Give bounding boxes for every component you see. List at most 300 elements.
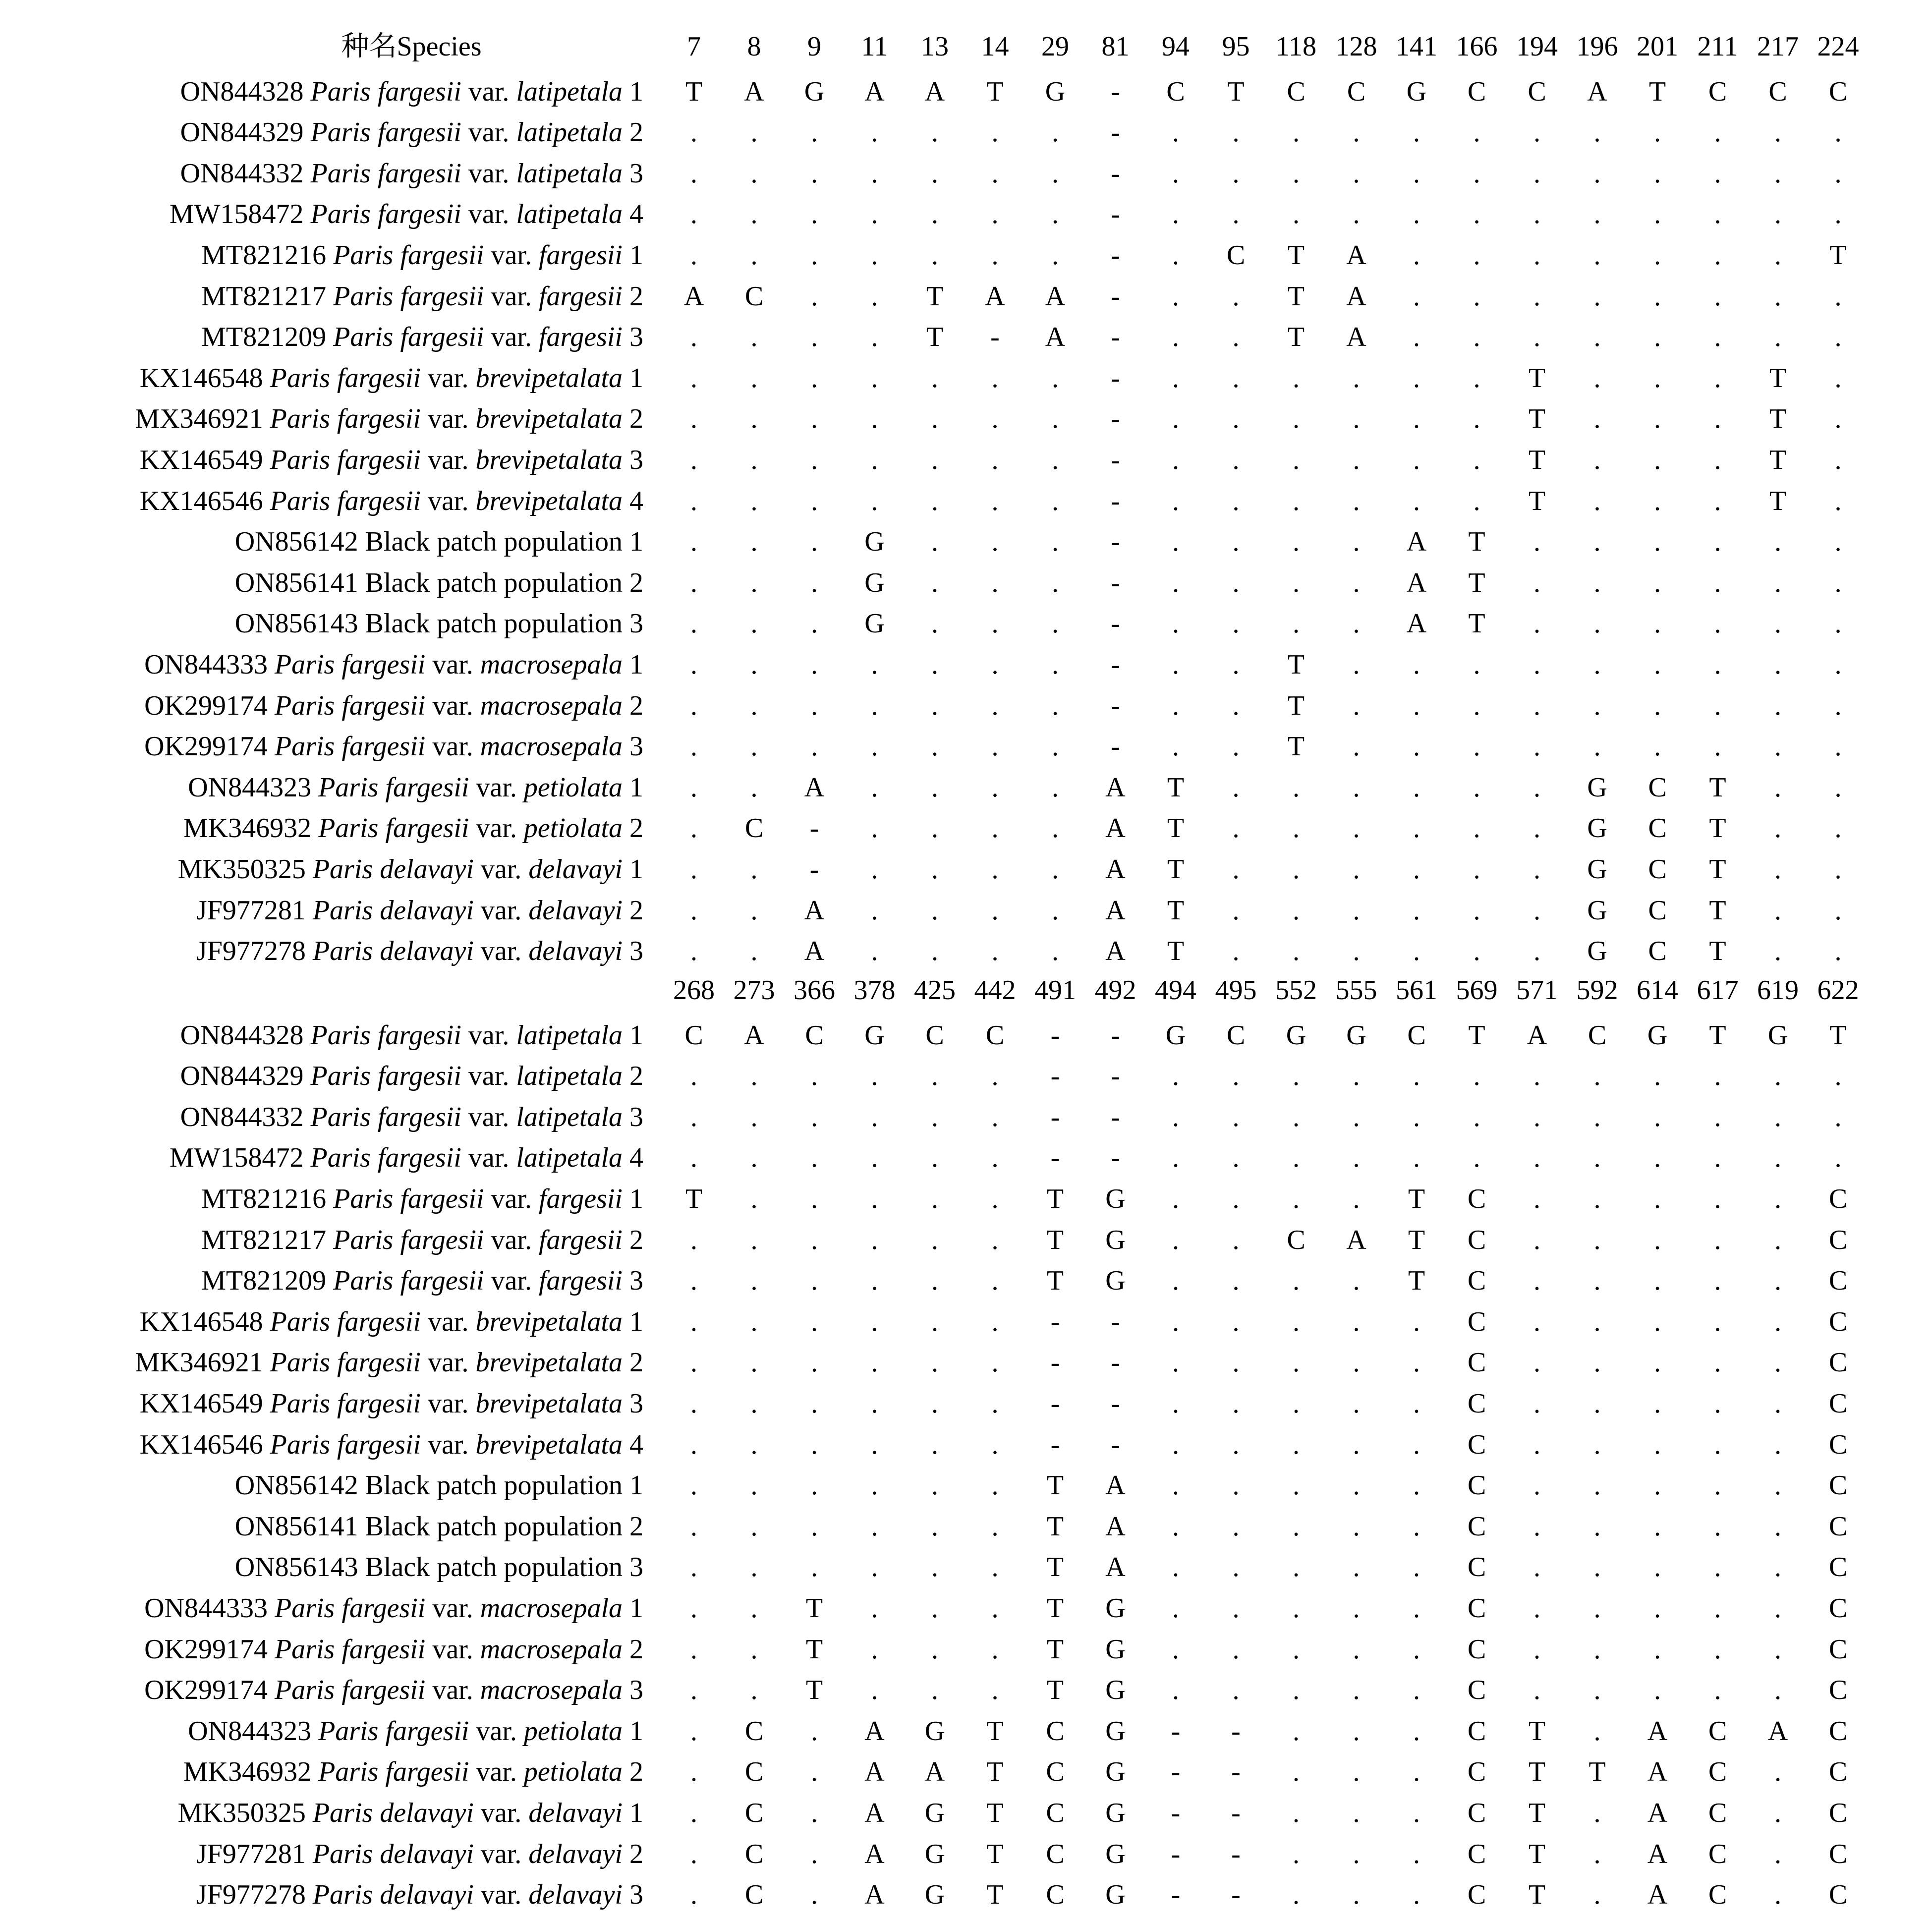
alignment-cell: .: [1232, 1306, 1240, 1337]
alignment-cell: .: [1293, 1347, 1300, 1378]
alignment-cell: .: [991, 1184, 999, 1214]
alignment-cell: .: [811, 608, 818, 639]
alignment-cell: G: [1105, 1879, 1126, 1911]
alignment-cell: .: [871, 403, 878, 435]
alignment-cell: T: [1528, 1838, 1546, 1869]
alignment-cell: .: [1593, 1224, 1601, 1255]
alignment-cell: -: [809, 854, 819, 885]
sequence-label: [201, 1185, 643, 1213]
sequence-label: [144, 1676, 643, 1704]
alignment-cell: G: [1105, 1838, 1126, 1869]
alignment-cell: .: [1052, 772, 1059, 803]
alignment-cell: .: [1353, 1593, 1360, 1624]
alignment-cell: C: [1467, 1306, 1486, 1337]
label-part: ON856141: [234, 567, 358, 598]
alignment-cell: T: [1648, 76, 1666, 107]
alignment-cell: .: [1714, 403, 1721, 435]
alignment-cell: -: [1111, 76, 1120, 107]
alignment-cell: .: [811, 1184, 818, 1214]
alignment-cell: .: [931, 772, 938, 803]
label-part: fargesii: [385, 1715, 469, 1747]
alignment-cell: .: [1172, 158, 1179, 189]
alignment-cell: .: [1353, 1061, 1360, 1092]
alignment-cell: .: [1293, 1265, 1300, 1297]
alignment-cell: .: [690, 1798, 697, 1828]
alignment-cell: .: [931, 526, 938, 558]
alignment-cell: .: [1834, 567, 1842, 598]
alignment-cell: .: [1654, 1511, 1661, 1542]
alignment-cell: .: [1353, 1879, 1360, 1911]
sequence-label: [178, 1799, 643, 1827]
alignment-cell: .: [871, 1306, 878, 1337]
alignment-cell: -: [1111, 1388, 1120, 1419]
alignment-cell: .: [1293, 117, 1300, 148]
alignment-cell: .: [690, 1675, 697, 1706]
alignment-cell: .: [1654, 1142, 1661, 1174]
label-part: 1: [629, 1019, 643, 1051]
alignment-cell: T: [1769, 403, 1787, 435]
label-part: macrosepala: [480, 649, 623, 680]
alignment-cell: -: [1171, 1715, 1181, 1747]
alignment-cell: .: [811, 1347, 818, 1378]
alignment-cell: .: [1232, 1101, 1240, 1132]
alignment-cell: .: [871, 1634, 878, 1665]
alignment-cell: .: [1534, 281, 1540, 312]
alignment-cell: .: [1413, 1756, 1420, 1788]
alignment-cell: A: [804, 772, 825, 803]
alignment-cell: .: [931, 199, 938, 230]
alignment-cell: .: [811, 1470, 818, 1501]
alignment-cell: .: [1593, 567, 1601, 598]
alignment-cell: .: [1232, 813, 1240, 844]
label-part: var.: [491, 1265, 532, 1297]
alignment-cell: .: [1593, 199, 1601, 230]
label-part: var.: [468, 1019, 510, 1051]
alignment-cell: T: [1709, 854, 1726, 885]
alignment-cell: .: [1534, 854, 1540, 885]
label-part: Paris: [312, 1879, 373, 1911]
alignment-cell: .: [1413, 1879, 1420, 1911]
label-part: 1: [629, 854, 643, 885]
alignment-cell: .: [1534, 567, 1540, 598]
sequence-label: [235, 610, 643, 637]
label-part: ON844329: [180, 1061, 304, 1092]
alignment-cell: T: [1709, 813, 1726, 844]
alignment-cell: T: [1769, 362, 1787, 394]
label-part: Black patch population: [365, 1470, 623, 1501]
alignment-cell: .: [1473, 117, 1480, 148]
label-part: Paris: [310, 1061, 371, 1092]
alignment-cell: .: [1714, 1593, 1721, 1624]
alignment-cell: .: [991, 936, 999, 967]
alignment-cell: .: [1172, 281, 1179, 312]
alignment-cell: .: [1834, 1101, 1842, 1132]
alignment-cell: .: [871, 813, 878, 844]
alignment-cell: C: [1828, 1593, 1848, 1624]
label-part: var.: [432, 690, 473, 721]
alignment-cell: .: [1593, 1347, 1601, 1378]
alignment-cell: C: [1708, 1838, 1727, 1869]
sequence-label: [201, 1267, 643, 1295]
alignment-cell: .: [991, 854, 999, 885]
label-part: delavayi: [528, 854, 623, 885]
label-part: 2: [629, 567, 643, 598]
alignment-cell: T: [1709, 1019, 1726, 1051]
label-part: KX146546: [139, 1429, 263, 1460]
alignment-cell: .: [871, 854, 878, 885]
alignment-cell: .: [750, 1265, 758, 1297]
alignment-cell: .: [1052, 608, 1059, 639]
alignment-cell: .: [871, 362, 878, 394]
alignment-cell: .: [1293, 1675, 1300, 1706]
alignment-cell: -: [1050, 1019, 1060, 1051]
alignment-cell: C: [1046, 1798, 1065, 1828]
alignment-cell: T: [1709, 772, 1726, 803]
position-number: 268: [673, 975, 715, 1006]
label-part: Paris: [333, 1224, 394, 1255]
alignment-cell: .: [931, 1184, 938, 1214]
alignment-cell: T: [685, 76, 703, 107]
alignment-cell: A: [864, 1798, 885, 1828]
label-part: var.: [432, 731, 473, 762]
position-number: 622: [1817, 975, 1859, 1006]
alignment-cell: .: [1232, 1511, 1240, 1542]
label-part: delavayi: [380, 895, 474, 926]
alignment-cell: C: [1648, 936, 1667, 967]
alignment-cell: G: [924, 1798, 945, 1828]
alignment-cell: .: [750, 1634, 758, 1665]
label-part: KX146546: [139, 485, 263, 516]
alignment-cell: .: [1654, 403, 1661, 435]
label-part: fargesii: [377, 1142, 461, 1174]
alignment-cell: .: [1232, 936, 1240, 967]
sequence-label: [178, 855, 643, 883]
label-part: Paris: [270, 1388, 331, 1419]
alignment-cell: .: [1714, 1388, 1721, 1419]
alignment-cell: .: [871, 1061, 878, 1092]
label-part: Paris: [310, 1101, 371, 1132]
alignment-cell: A: [924, 76, 945, 107]
alignment-cell: .: [931, 1101, 938, 1132]
label-part: brevipetalata: [475, 403, 623, 435]
alignment-cell: .: [1232, 403, 1240, 435]
alignment-cell: .: [1413, 1388, 1420, 1419]
alignment-cell: .: [1714, 445, 1721, 475]
position-number: 491: [1034, 975, 1076, 1006]
label-part: fargesii: [341, 1634, 426, 1665]
alignment-cell: .: [1774, 1388, 1781, 1419]
label-part: OK299174: [144, 1675, 268, 1706]
alignment-cell: .: [1473, 1142, 1480, 1174]
alignment-cell: .: [1353, 1101, 1360, 1132]
alignment-cell: .: [1714, 649, 1721, 680]
alignment-cell: T: [1829, 240, 1847, 271]
alignment-cell: .: [1534, 1347, 1540, 1378]
alignment-cell: .: [1714, 526, 1721, 558]
alignment-cell: .: [811, 1224, 818, 1255]
alignment-cell: .: [1473, 1061, 1480, 1092]
alignment-cell: C: [1046, 1838, 1065, 1869]
alignment-cell: .: [1232, 608, 1240, 639]
position-number: 614: [1637, 975, 1678, 1006]
label-part: 4: [629, 199, 643, 230]
label-part: var.: [428, 1429, 469, 1460]
alignment-cell: .: [991, 1429, 999, 1460]
alignment-cell: .: [1293, 772, 1300, 803]
alignment-cell: .: [1353, 936, 1360, 967]
alignment-cell: .: [871, 936, 878, 967]
alignment-cell: C: [1467, 1798, 1486, 1828]
alignment-cell: .: [1473, 813, 1480, 844]
alignment-cell: T: [805, 1593, 823, 1624]
alignment-cell: .: [1714, 322, 1721, 353]
position-number: 617: [1697, 975, 1739, 1006]
alignment-cell: .: [690, 1470, 697, 1501]
sequence-label: [235, 1471, 643, 1499]
label-part: 2: [629, 690, 643, 721]
alignment-cell: .: [1052, 485, 1059, 516]
label-part: brevipetalata: [475, 445, 623, 475]
alignment-cell: G: [1587, 813, 1607, 844]
alignment-cell: C: [925, 1019, 944, 1051]
alignment-cell: .: [1293, 158, 1300, 189]
alignment-cell: .: [750, 854, 758, 885]
alignment-cell: .: [1353, 1675, 1360, 1706]
alignment-cell: -: [1171, 1756, 1181, 1788]
alignment-cell: .: [1774, 240, 1781, 271]
alignment-cell: .: [1353, 772, 1360, 803]
alignment-cell: -: [1231, 1879, 1241, 1911]
alignment-cell: .: [871, 1184, 878, 1214]
alignment-cell: .: [811, 1879, 818, 1911]
alignment-cell: .: [1353, 1798, 1360, 1828]
alignment-cell: .: [1172, 690, 1179, 721]
alignment-cell: G: [1767, 1019, 1788, 1051]
label-part: var.: [432, 1634, 473, 1665]
alignment-cell: A: [1647, 1756, 1668, 1788]
alignment-cell: .: [1714, 117, 1721, 148]
alignment-cell: .: [931, 1634, 938, 1665]
alignment-cell: .: [1774, 895, 1781, 926]
label-part: fargesii: [377, 117, 461, 148]
alignment-cell: .: [1834, 445, 1842, 475]
alignment-cell: .: [811, 1061, 818, 1092]
alignment-cell: .: [1654, 690, 1661, 721]
position-number: 81: [1101, 31, 1130, 62]
sequence-label: [201, 241, 643, 269]
label-part: petiolata: [523, 813, 623, 844]
label-part: var.: [491, 322, 532, 353]
label-part: MW158472: [169, 1142, 304, 1174]
label-part: Paris: [270, 445, 331, 475]
alignment-cell: .: [1413, 445, 1420, 475]
label-part: ON844333: [144, 649, 268, 680]
alignment-cell: .: [1473, 322, 1480, 353]
alignment-cell: A: [1045, 281, 1066, 312]
alignment-cell: .: [1293, 1838, 1300, 1869]
label-part: var.: [428, 445, 469, 475]
alignment-cell: .: [991, 1593, 999, 1624]
alignment-cell: .: [931, 608, 938, 639]
alignment-cell: -: [1111, 731, 1120, 762]
alignment-cell: .: [1232, 485, 1240, 516]
alignment-cell: .: [931, 485, 938, 516]
label-part: Paris: [274, 690, 335, 721]
alignment-cell: .: [1232, 1224, 1240, 1255]
alignment-cell: C: [1046, 1879, 1065, 1911]
label-part: 3: [629, 1265, 643, 1297]
alignment-cell: C: [1828, 1224, 1848, 1255]
alignment-cell: C: [1828, 1429, 1848, 1460]
sequence-label: [235, 569, 643, 597]
alignment-cell: T: [1468, 608, 1485, 639]
label-part: 2: [629, 1347, 643, 1378]
label-part: 3: [629, 1675, 643, 1706]
label-part: var.: [480, 1798, 522, 1828]
label-part: 1: [629, 1306, 643, 1337]
alignment-cell: .: [690, 1429, 697, 1460]
sequence-label: [144, 733, 643, 760]
alignment-cell: .: [871, 731, 878, 762]
alignment-cell: .: [1293, 1552, 1300, 1583]
alignment-cell: .: [1534, 895, 1540, 926]
alignment-cell: .: [1774, 1552, 1781, 1583]
alignment-cell: T: [1287, 240, 1305, 271]
alignment-cell: C: [1467, 1552, 1486, 1583]
alignment-cell: T: [926, 322, 944, 353]
alignment-cell: T: [1046, 1593, 1064, 1624]
alignment-cell: .: [1353, 608, 1360, 639]
alignment-cell: .: [1172, 1184, 1179, 1214]
alignment-cell: T: [1287, 731, 1305, 762]
alignment-cell: .: [1473, 362, 1480, 394]
alignment-cell: .: [1593, 240, 1601, 271]
alignment-cell: .: [931, 445, 938, 475]
alignment-cell: G: [924, 1838, 945, 1869]
alignment-cell: .: [750, 1593, 758, 1624]
alignment-cell: .: [931, 362, 938, 394]
alignment-cell: .: [690, 690, 697, 721]
label-part: MX346921: [135, 403, 263, 435]
alignment-cell: .: [931, 1142, 938, 1174]
label-part: Paris: [333, 240, 394, 271]
label-part: latipetala: [516, 117, 623, 148]
alignment-cell: .: [1593, 1061, 1601, 1092]
alignment-cell: .: [750, 1061, 758, 1092]
label-part: Paris: [318, 772, 379, 803]
alignment-cell: G: [1346, 1019, 1366, 1051]
alignment-cell: .: [1654, 567, 1661, 598]
alignment-cell: .: [991, 1675, 999, 1706]
alignment-cell: C: [1467, 1593, 1486, 1624]
label-part: Paris: [270, 1306, 331, 1337]
alignment-cell: .: [1232, 526, 1240, 558]
alignment-cell: -: [1111, 445, 1120, 475]
alignment-cell: .: [1654, 1224, 1661, 1255]
label-part: MT821216: [201, 1184, 327, 1214]
alignment-cell: .: [1353, 895, 1360, 926]
alignment-cell: .: [1172, 1142, 1179, 1174]
sequence-label: [170, 200, 643, 228]
label-part: fargesii: [337, 485, 421, 516]
alignment-cell: .: [1232, 1265, 1240, 1297]
alignment-cell: .: [1293, 1634, 1300, 1665]
alignment-cell: .: [690, 1061, 697, 1092]
alignment-cell: .: [1593, 731, 1601, 762]
alignment-cell: .: [1232, 1429, 1240, 1460]
alignment-cell: .: [750, 1470, 758, 1501]
label-part: 2: [629, 1838, 643, 1869]
alignment-cell: .: [1172, 445, 1179, 475]
alignment-cell: T: [805, 1675, 823, 1706]
label-part: Paris: [270, 362, 331, 394]
label-part: var.: [480, 854, 522, 885]
label-part: OK299174: [144, 731, 268, 762]
label-part: 3: [629, 731, 643, 762]
alignment-cell: .: [811, 117, 818, 148]
alignment-cell: .: [931, 690, 938, 721]
alignment-cell: .: [1834, 854, 1842, 885]
alignment-cell: .: [1293, 362, 1300, 394]
alignment-cell: .: [690, 322, 697, 353]
alignment-cell: T: [1769, 485, 1787, 516]
alignment-cell: -: [1111, 1061, 1120, 1092]
alignment-cell: A: [1767, 1715, 1788, 1747]
alignment-cell: .: [750, 690, 758, 721]
alignment-cell: .: [1714, 1142, 1721, 1174]
alignment-cell: G: [1105, 1798, 1126, 1828]
alignment-cell: .: [1534, 731, 1540, 762]
alignment-cell: .: [690, 731, 697, 762]
label-part: Paris: [274, 1634, 335, 1665]
alignment-cell: .: [871, 281, 878, 312]
alignment-cell: .: [1353, 567, 1360, 598]
alignment-cell: T: [1528, 403, 1546, 435]
label-part: 1: [629, 362, 643, 394]
position-number: 196: [1576, 31, 1618, 62]
alignment-cell: .: [1774, 117, 1781, 148]
alignment-cell: .: [811, 731, 818, 762]
alignment-cell: .: [811, 485, 818, 516]
sequence-label: [183, 1758, 643, 1786]
alignment-cell: T: [986, 1756, 1004, 1788]
label-part: Black patch population: [365, 608, 623, 639]
alignment-cell: .: [1353, 690, 1360, 721]
alignment-cell: .: [1293, 1756, 1300, 1788]
alignment-cell: .: [1774, 1838, 1781, 1869]
alignment-cell: .: [991, 1224, 999, 1255]
alignment-cell: .: [1232, 1552, 1240, 1583]
position-number: 378: [853, 975, 896, 1006]
alignment-cell: -: [990, 322, 1000, 353]
sequence-label: [180, 1103, 643, 1131]
alignment-cell: C: [1467, 1470, 1486, 1501]
alignment-cell: .: [991, 1306, 999, 1337]
alignment-cell: .: [1714, 158, 1721, 189]
alignment-cell: A: [1105, 854, 1126, 885]
label-part: Black patch population: [365, 526, 623, 558]
label-part: Paris: [333, 322, 394, 353]
alignment-cell: .: [871, 690, 878, 721]
alignment-cell: A: [1346, 1224, 1366, 1255]
alignment-cell: T: [1046, 1470, 1064, 1501]
alignment-cell: C: [1467, 1265, 1486, 1297]
alignment-cell: .: [1654, 1552, 1661, 1583]
alignment-cell: .: [1293, 1061, 1300, 1092]
label-part: delavayi: [380, 936, 474, 967]
alignment-cell: .: [1232, 158, 1240, 189]
alignment-cell: .: [1353, 1388, 1360, 1419]
